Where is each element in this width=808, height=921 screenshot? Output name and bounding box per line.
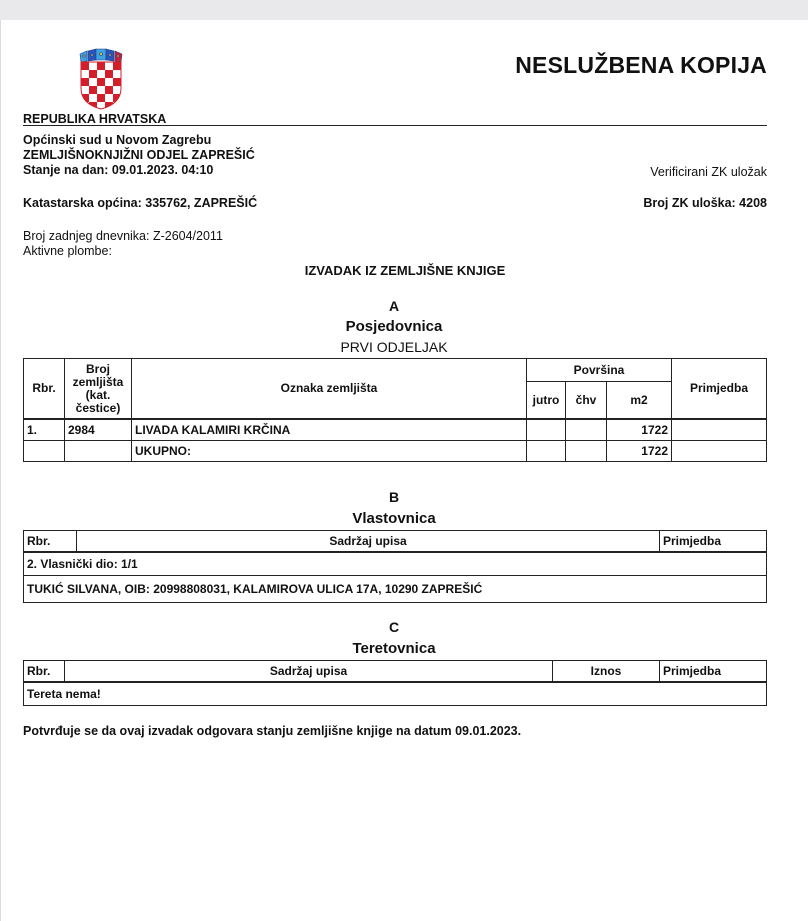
section-b-name: Vlastovnica: [352, 510, 436, 527]
document-page: [0, 20, 808, 921]
col-rbr: Rbr.: [24, 531, 77, 553]
col-land-number-l2: zemljišta: [72, 374, 124, 389]
confirmation-text: Potvrđuje se da ovaj izvadak odgovara stanju zemljišne knjige na datum 09.01.2023.: [23, 724, 522, 738]
unofficial-copy-title: NESLUŽBENA KOPIJA: [515, 52, 767, 78]
court-block: [23, 133, 255, 178]
section-c-name: Teretovnica: [352, 640, 436, 657]
row-land-number: [65, 441, 132, 462]
cadastral-municipality: Katastarska općina: 335762, ZAPREŠIĆ: [23, 196, 258, 210]
section-c-letter: C: [388, 619, 400, 635]
col-amount: Iznos: [553, 661, 660, 683]
col-land-number: [65, 359, 132, 420]
row-remark: [672, 441, 767, 462]
republic-label: REPUBLIKA HRVATSKA: [23, 112, 167, 126]
possession-table: [23, 358, 767, 462]
ownership-share: 2. Vlasnički dio: 1/1: [24, 552, 767, 576]
table-row: [24, 552, 767, 576]
row-jutro: [527, 419, 566, 441]
court-name: Općinski sud u Novom Zagrebu: [23, 133, 212, 147]
department-name: ZEMLJIŠNOKNJIŽNI ODJEL ZAPREŠIĆ: [23, 148, 255, 162]
owner-entry: TUKIĆ SILVANA, OIB: 20998808031, KALAMIROVA ULICA 17A, 10290 ZAPREŠIĆ: [24, 576, 767, 603]
section-a-name: Posjedovnica: [345, 318, 443, 335]
row-jutro: [527, 441, 566, 462]
col-rbr: Rbr.: [24, 359, 65, 420]
table-row: [24, 682, 767, 706]
journal-block: [23, 229, 223, 259]
encumbrance-table: [23, 660, 767, 706]
table-row: [24, 419, 767, 441]
row-chv: [566, 441, 607, 462]
col-rbr: Rbr.: [24, 661, 65, 683]
col-land-designation: Oznaka zemljišta: [132, 359, 527, 420]
croatian-coat-of-arms-icon: [77, 48, 125, 110]
section-a-subtitle: PRVI ODJELJAK: [340, 339, 448, 355]
col-chv: čhv: [566, 382, 607, 420]
ownership-table: [23, 530, 767, 603]
row-rbr: 1.: [24, 419, 65, 441]
col-content: Sadržaj upisa: [77, 531, 660, 553]
col-m2: m2: [607, 382, 672, 420]
no-encumbrance: Tereta nema!: [24, 682, 767, 706]
document-title: IZVADAK IZ ZEMLJIŠNE KNJIGE: [304, 263, 506, 278]
section-a-letter: A: [388, 298, 400, 314]
row-designation: UKUPNO:: [132, 441, 527, 462]
row-rbr: [24, 441, 65, 462]
last-journal: Broj zadnjeg dnevnika: Z-2604/2011: [23, 229, 223, 243]
table-row-total: [24, 441, 767, 462]
verified-label: Verificirani ZK uložak: [650, 165, 767, 179]
section-b-letter: B: [388, 489, 400, 505]
table-row: [24, 576, 767, 603]
row-designation: LIVADA KALAMIRI KRČINA: [132, 419, 527, 441]
col-remark: Primjedba: [660, 661, 767, 683]
col-content: Sadržaj upisa: [65, 661, 553, 683]
zk-number: Broj ZK uloška: 4208: [643, 196, 767, 210]
col-jutro: jutro: [527, 382, 566, 420]
row-chv: [566, 419, 607, 441]
row-land-number: 2984: [65, 419, 132, 441]
status-date: Stanje na dan: 09.01.2023. 04:10: [23, 163, 214, 177]
col-land-number-l1: Broj: [86, 361, 110, 376]
row-m2: 1722: [607, 419, 672, 441]
col-remark: Primjedba: [660, 531, 767, 553]
row-m2: 1722: [607, 441, 672, 462]
col-land-number-l3: (kat.: [85, 387, 111, 402]
header-divider: [23, 125, 767, 126]
row-remark: [672, 419, 767, 441]
col-land-number-l4: čestice): [75, 400, 121, 415]
col-area: Površina: [527, 359, 672, 382]
col-remark: Primjedba: [672, 359, 767, 420]
active-seals: Aktivne plombe:: [23, 244, 112, 258]
